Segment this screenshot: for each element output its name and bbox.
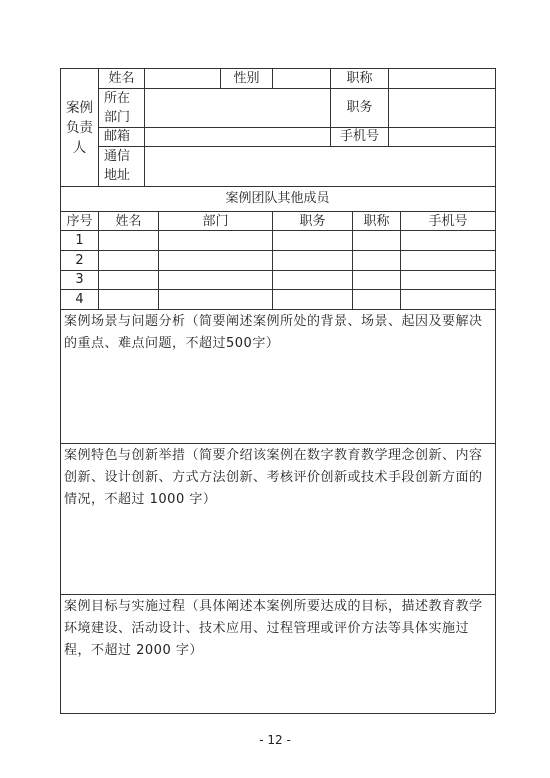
position-label: 职务 xyxy=(346,100,373,115)
email-field[interactable] xyxy=(145,128,330,146)
phone-label: 手机号 xyxy=(339,129,379,144)
col-header-dept: 部门 xyxy=(202,214,229,229)
col-header-name: 姓名 xyxy=(115,214,142,229)
innovation-section[interactable]: 案例特色与创新举措（简要介绍该案例在数字教育教学理念创新、内容创新、设计创新、方式方法创新、考核评价创新或技术手段创新方面的情况，不超过 1000 字） xyxy=(64,448,483,507)
team-section-title: 案例团队其他成员 xyxy=(225,191,330,206)
dept-label: 所在部门 xyxy=(104,91,131,125)
table-row-index: 1 xyxy=(75,233,84,248)
email-label: 邮箱 xyxy=(104,129,131,144)
col-header-title: 职称 xyxy=(363,214,390,229)
gender-label: 性别 xyxy=(233,71,260,86)
name-field[interactable] xyxy=(145,69,220,88)
scenario-analysis-section[interactable]: 案例场景与问题分析（简要阐述案例所处的背景、场景、起因及要解决的重点、难点问题，不超过500字） xyxy=(64,314,483,351)
name-label: 姓名 xyxy=(108,71,135,86)
leader-label: 案例负责人 xyxy=(66,100,93,156)
col-header-phone: 手机号 xyxy=(428,214,468,229)
address-label: 通信地址 xyxy=(104,149,131,183)
phone-field[interactable] xyxy=(389,128,495,146)
position-field[interactable] xyxy=(389,89,495,127)
page-number: - 12 - xyxy=(259,733,291,747)
table-row-index: 4 xyxy=(75,292,84,307)
address-field[interactable] xyxy=(145,147,495,186)
col-header-position: 职务 xyxy=(299,214,326,229)
title-field[interactable] xyxy=(389,69,495,88)
dept-field[interactable] xyxy=(145,89,330,127)
col-header-index: 序号 xyxy=(66,214,93,229)
table-row-index: 2 xyxy=(75,253,84,268)
title-label: 职称 xyxy=(346,71,373,86)
gender-field[interactable] xyxy=(273,69,330,88)
table-row-index: 3 xyxy=(75,272,84,287)
implementation-section[interactable]: 案例目标与实施过程（具体阐述本案例所要达成的目标，描述教育教学环境建设、活动设计、技术应用、过程管理或评价方法等具体实施过程，不超过 2000 字） xyxy=(64,599,483,658)
